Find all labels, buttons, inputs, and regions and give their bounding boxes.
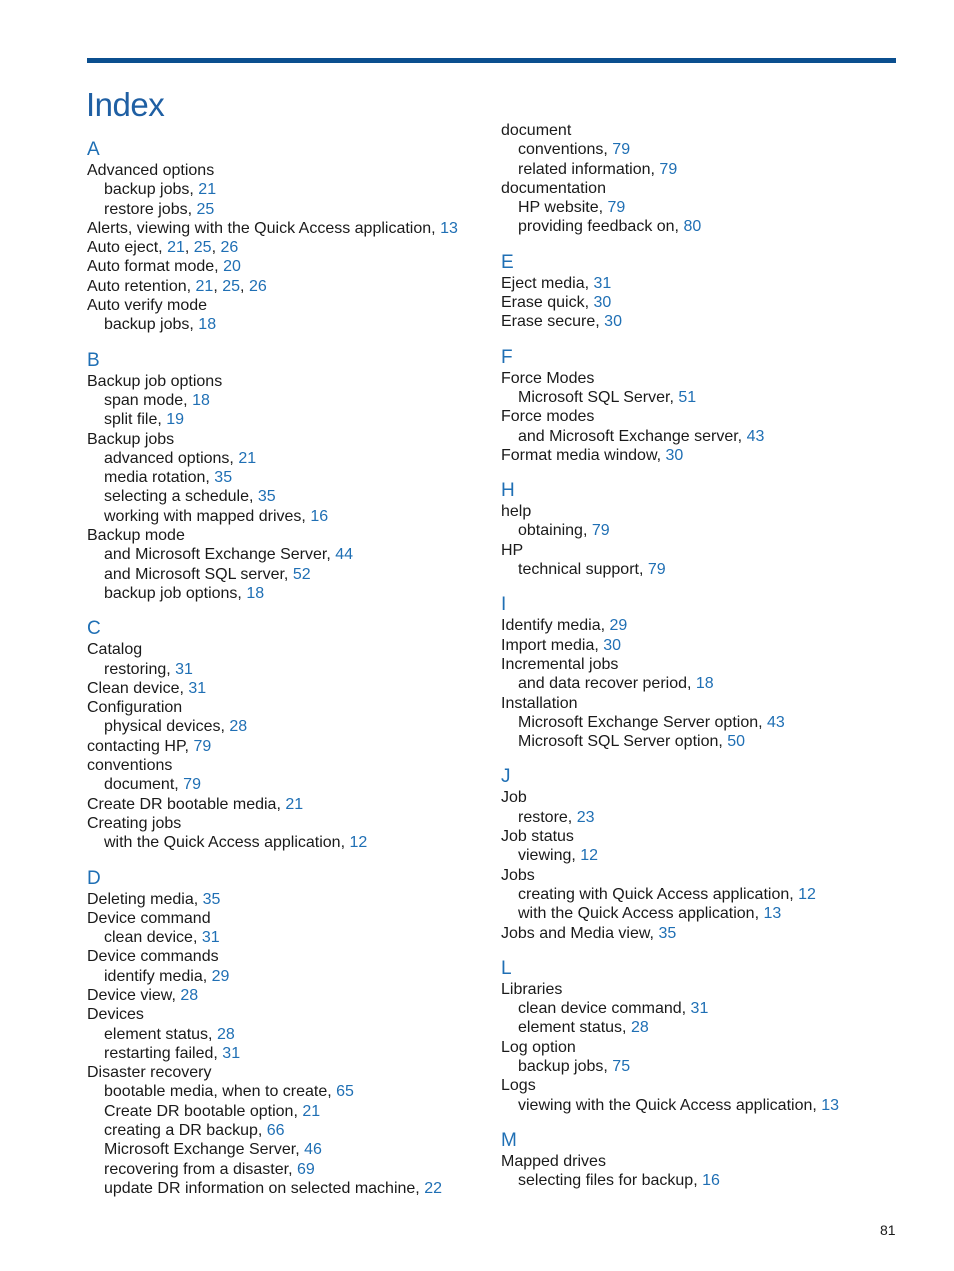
entry-text: Device view, — [87, 986, 176, 1004]
entry-text: Microsoft Exchange Server, — [104, 1141, 300, 1159]
page-reference-link[interactable]: 26 — [248, 277, 267, 295]
entry-text: HP website, — [518, 199, 604, 217]
index-subentry — [87, 928, 507, 947]
entry-text: Advanced options — [87, 162, 215, 179]
index-entry — [87, 909, 507, 928]
page-reference-link[interactable]: 21 — [198, 181, 217, 199]
page-reference-link[interactable]: 25 — [196, 200, 215, 218]
index-subentry — [501, 1096, 921, 1115]
page-reference-link[interactable]: 21 — [238, 449, 257, 467]
entry-text: span mode, — [104, 391, 188, 409]
index-subentry — [87, 410, 507, 429]
page-reference-link[interactable]: 28 — [229, 718, 248, 736]
index-entry — [87, 890, 507, 909]
entry-text: Identify media, — [501, 617, 606, 635]
entry-text: technical support, — [518, 561, 644, 579]
index-subentry — [501, 808, 921, 827]
entry-text: Disaster recovery — [87, 1064, 212, 1082]
entry-text: creating with Quick Access application, — [518, 885, 794, 903]
page-reference-link[interactable]: 12 — [349, 834, 368, 852]
entry-text: Microsoft Exchange Server option, — [518, 713, 763, 731]
index-subentry — [87, 391, 507, 410]
section-gap — [501, 332, 921, 347]
page-reference-link[interactable]: 66 — [266, 1122, 285, 1140]
index-section — [501, 252, 921, 332]
index-section — [501, 766, 921, 942]
page-reference-link[interactable]: 52 — [292, 565, 311, 583]
page-reference-link[interactable]: 44 — [335, 546, 354, 564]
index-subentry — [87, 180, 507, 199]
index-section — [501, 1130, 921, 1191]
index-subentry — [87, 584, 507, 603]
page-reference-link[interactable]: 79 — [647, 561, 666, 579]
entry-text: Device commands — [87, 948, 219, 966]
entry-text: Creating jobs — [87, 814, 182, 832]
index-subentry — [501, 217, 921, 236]
entry-text: and Microsoft Exchange server, — [518, 427, 743, 445]
page-reference-link[interactable]: 31 — [188, 679, 207, 697]
index-entry — [501, 866, 921, 885]
section-gap — [501, 465, 921, 480]
entry-text: and data recover period, — [518, 675, 692, 693]
index-section — [501, 594, 921, 751]
entry-text: Auto retention, — [87, 277, 192, 295]
index-entry — [501, 312, 921, 331]
entry-text: Clean device, — [87, 679, 184, 697]
entry-text: Create DR bootable option, — [104, 1102, 298, 1120]
section-gap — [501, 1115, 921, 1130]
section-gap — [87, 603, 507, 618]
page-reference-link[interactable]: 16 — [702, 1172, 720, 1190]
entry-text: Deleting media, — [87, 890, 199, 908]
entry-text: working with mapped drives, — [104, 507, 306, 525]
page-reference-link[interactable]: 43 — [767, 713, 785, 731]
entry-text: Incremental jobs — [501, 655, 619, 673]
page-reference-link[interactable]: 31 — [201, 929, 220, 947]
entry-text: document, — [104, 776, 179, 794]
page-reference-link[interactable]: 79 — [183, 776, 201, 794]
page-reference-link[interactable]: 31 — [222, 1044, 241, 1062]
index-entry — [87, 296, 507, 315]
index-entry — [87, 430, 507, 449]
section-letter: A — [87, 139, 100, 160]
index-entry — [501, 369, 921, 388]
page-reference-link[interactable]: 20 — [223, 258, 241, 276]
page-reference-link[interactable]: 28 — [216, 1025, 235, 1043]
page-title: Index — [86, 86, 165, 124]
index-subentry — [87, 775, 507, 794]
entry-text: backup job options, — [104, 584, 242, 602]
index-column-right — [501, 121, 921, 1190]
page-reference-link[interactable]: 13 — [821, 1096, 840, 1114]
entry-text: Alerts, viewing with the Quick Access application, — [87, 219, 436, 237]
section-gap — [87, 335, 507, 350]
index-entry — [87, 795, 507, 814]
section-letter: D — [87, 867, 101, 889]
index-section — [501, 958, 921, 1115]
entry-text: Format media window, — [501, 446, 662, 464]
index-entry — [501, 655, 921, 674]
index-subentry — [87, 1044, 507, 1063]
page-reference-link[interactable]: 65 — [336, 1083, 354, 1101]
index-entry — [501, 788, 921, 807]
page-reference-link[interactable]: 21 — [167, 239, 185, 257]
entry-text: restoring, — [104, 660, 171, 678]
page-reference-link[interactable]: 31 — [593, 274, 612, 292]
entry-text: documentation — [501, 179, 606, 197]
page-reference-link[interactable]: 79 — [659, 160, 678, 178]
index-entry: Auto retention, 21, 25, 26 — [87, 277, 267, 295]
entry-text: Auto eject, — [87, 239, 163, 257]
section-letter: J — [501, 766, 511, 788]
entry-text: backup jobs, — [104, 316, 194, 334]
page-reference-link[interactable]: 22 — [424, 1179, 442, 1197]
section-letter: E — [501, 251, 514, 273]
index-entry — [501, 274, 921, 293]
entry-text: conventions — [87, 757, 173, 775]
entry-text: recovering from a disaster, — [104, 1160, 293, 1178]
page-reference-link[interactable]: 31 — [690, 1000, 709, 1018]
entry-text: obtaining, — [518, 522, 588, 540]
page-reference-link[interactable]: 29 — [609, 617, 628, 635]
header-rule — [87, 58, 896, 63]
page-reference-link[interactable]: 18 — [198, 316, 217, 334]
page-reference-link[interactable]: 12 — [580, 847, 599, 865]
entry-text: Force Modes — [501, 369, 595, 387]
index-subentry — [87, 565, 507, 584]
page-reference-link[interactable]: 25 — [222, 277, 241, 295]
index-subentry — [501, 1171, 921, 1190]
page-reference-link[interactable]: 25 — [193, 239, 212, 257]
index-entry — [501, 980, 921, 999]
entry-text: physical devices, — [104, 718, 225, 736]
page-reference-link[interactable]: 18 — [695, 675, 714, 693]
index-subentry — [87, 717, 507, 736]
index-entry — [501, 1038, 921, 1057]
index-subentry — [501, 388, 921, 407]
index-subentry — [501, 1057, 921, 1076]
index-subentry — [501, 846, 921, 865]
index-subentry — [87, 1025, 507, 1044]
page-reference-link[interactable]: 30 — [665, 446, 684, 464]
index-entry — [501, 502, 921, 521]
index-entry — [87, 161, 507, 180]
entry-text: clean device, — [104, 929, 198, 947]
entry-text: Auto format mode, — [87, 258, 219, 276]
index-entry — [87, 679, 507, 698]
entry-text: clean device command, — [518, 1000, 687, 1018]
entry-text: HP — [501, 541, 524, 559]
page-reference-link[interactable]: 79 — [612, 141, 631, 159]
section-letter: C — [87, 618, 101, 640]
entry-text: Backup jobs — [87, 430, 175, 448]
page-reference-link[interactable]: 30 — [604, 313, 622, 331]
section-gap — [501, 237, 921, 252]
entry-text: Configuration — [87, 699, 183, 717]
index-entry — [87, 737, 507, 756]
page-reference-link[interactable]: 79 — [591, 522, 610, 540]
entry-text: element status, — [518, 1019, 627, 1037]
entry-text: Catalog — [87, 641, 143, 659]
index-subentry — [87, 468, 507, 487]
entry-text: Devices — [87, 1006, 144, 1024]
entry-text: update DR information on selected machine, — [104, 1179, 420, 1197]
index-subentry — [87, 1140, 507, 1159]
index-subentry — [501, 160, 921, 179]
index-subentry — [87, 1102, 507, 1121]
index-subentry — [501, 198, 921, 217]
index-entry — [87, 372, 507, 391]
page-reference-link[interactable]: 21 — [285, 795, 304, 813]
index-subentry — [501, 427, 921, 446]
entry-text: Libraries — [501, 980, 563, 998]
page-reference-link[interactable]: 28 — [180, 986, 199, 1004]
entry-text: and Microsoft Exchange Server, — [104, 546, 331, 564]
index-subentry — [87, 315, 507, 334]
index-subentry — [87, 660, 507, 679]
entry-text: Backup job options — [87, 372, 223, 390]
index-entry — [501, 121, 921, 140]
index-entry — [501, 694, 921, 713]
index-subentry — [87, 545, 507, 564]
section-letter: B — [87, 349, 100, 371]
index-subentry — [501, 904, 921, 923]
entry-text: restore, — [518, 808, 573, 826]
entry-text: Force modes — [501, 408, 595, 426]
page-reference-link[interactable]: 35 — [214, 469, 233, 487]
index-subentry — [87, 1121, 507, 1140]
section-gap — [501, 751, 921, 766]
page-reference-link[interactable]: 35 — [257, 488, 276, 506]
index-entry — [87, 640, 507, 659]
entry-text: element status, — [104, 1025, 213, 1043]
entry-text: viewing, — [518, 847, 576, 865]
entry-text: advanced options, — [104, 449, 234, 467]
index-subentry — [87, 967, 507, 986]
index-subentry — [87, 1082, 507, 1101]
page-reference-link[interactable]: 28 — [630, 1019, 649, 1037]
index-subentry — [87, 507, 507, 526]
page-reference-link[interactable]: 35 — [658, 924, 677, 942]
index-entry — [501, 179, 921, 198]
index-subentry — [87, 1179, 507, 1198]
index-subentry — [501, 140, 921, 159]
entry-text: Jobs and Media view, — [501, 924, 654, 942]
section-gap — [501, 943, 921, 958]
page-reference-link[interactable]: 18 — [192, 391, 210, 409]
index-subentry — [87, 449, 507, 468]
entry-text: conventions, — [518, 141, 608, 159]
index-entry — [87, 257, 507, 276]
entry-text: providing feedback on, — [518, 218, 679, 236]
page-reference-link[interactable]: 80 — [683, 218, 702, 236]
page-reference-link[interactable]: 50 — [727, 733, 746, 751]
page-reference-link[interactable]: 13 — [440, 219, 458, 237]
entry-text: selecting a schedule, — [104, 488, 254, 506]
entry-text: creating a DR backup, — [104, 1122, 263, 1140]
page-reference-link[interactable]: 13 — [763, 905, 782, 923]
page-reference-link[interactable]: 30 — [603, 636, 622, 654]
index-entry — [501, 541, 921, 560]
entry-text: Mapped drives — [501, 1152, 606, 1170]
entry-text: Backup mode — [87, 527, 185, 545]
index-entry — [87, 698, 507, 717]
page-reference-link[interactable]: 79 — [193, 737, 212, 755]
entry-text: backup jobs, — [518, 1057, 608, 1075]
index-entry — [87, 1063, 507, 1082]
index-entry — [501, 1152, 921, 1171]
page-reference-link[interactable]: 75 — [612, 1057, 631, 1075]
entry-text: Job status — [501, 828, 574, 846]
entry-text: Logs — [501, 1077, 536, 1095]
section-letter: L — [501, 957, 512, 979]
index-entry — [87, 756, 507, 775]
section-letter: F — [501, 346, 513, 368]
index-entry — [501, 616, 921, 635]
entry-text: split file, — [104, 411, 162, 429]
index-subentry — [501, 560, 921, 579]
page-reference-link[interactable]: 21 — [302, 1102, 321, 1120]
section-letter: I — [501, 594, 507, 616]
entry-text: contacting HP, — [87, 737, 189, 755]
entry-text: and Microsoft SQL server, — [104, 565, 289, 583]
index-section — [87, 350, 507, 604]
page-reference-link[interactable]: 19 — [166, 411, 185, 429]
index-entry — [87, 814, 507, 833]
entry-text: Log option — [501, 1038, 576, 1056]
entry-text: with the Quick Access application, — [518, 905, 760, 923]
section-gap — [501, 579, 921, 594]
entry-text: viewing with the Quick Access application, — [518, 1096, 817, 1114]
page-reference-link[interactable]: 16 — [310, 507, 329, 525]
page-reference-link[interactable]: 26 — [220, 239, 239, 257]
page-number: 81 — [880, 1222, 896, 1238]
entry-text: restore jobs, — [104, 200, 193, 218]
entry-text: Eject media, — [501, 274, 590, 292]
index-entry — [87, 526, 507, 545]
index-entry — [501, 827, 921, 846]
page-reference-link[interactable]: 69 — [296, 1160, 315, 1178]
page-reference-link[interactable]: 30 — [593, 294, 612, 312]
entry-text: restarting failed, — [104, 1044, 218, 1062]
index-subentry — [501, 1018, 921, 1037]
index-entry — [87, 947, 507, 966]
page-reference-link[interactable]: 46 — [304, 1141, 322, 1159]
page-reference-link[interactable]: 43 — [746, 427, 765, 445]
page-reference-link[interactable]: 18 — [246, 584, 265, 602]
index-subentry — [501, 674, 921, 693]
page-reference-link[interactable]: 12 — [798, 885, 816, 903]
index-section — [501, 347, 921, 465]
index-subentry — [87, 200, 507, 219]
index-column-left — [87, 139, 507, 1198]
page-reference-link[interactable]: 21 — [195, 277, 214, 295]
entry-text: identify media, — [104, 967, 208, 985]
index-entry: Auto eject, 21, 25, 26 — [87, 239, 239, 257]
index-section — [87, 618, 507, 852]
index-section — [501, 121, 921, 237]
page-reference-link[interactable]: 51 — [678, 388, 697, 406]
index-subentry — [501, 885, 921, 904]
entry-text: media rotation, — [104, 469, 210, 487]
entry-text: Installation — [501, 694, 578, 712]
index-entry — [501, 1076, 921, 1095]
entry-text: Microsoft SQL Server, — [518, 388, 674, 406]
index-entry — [501, 446, 921, 465]
entry-text: Microsoft SQL Server option, — [518, 733, 723, 751]
section-letter: M — [501, 1129, 517, 1151]
index-subentry — [87, 833, 507, 852]
entry-text: Erase secure, — [501, 313, 600, 331]
index-entry — [501, 407, 921, 426]
entry-text: help — [501, 503, 532, 521]
index-subentry — [501, 999, 921, 1018]
index-entry — [87, 219, 507, 238]
page-reference-link[interactable]: 23 — [576, 808, 595, 826]
entry-text: backup jobs, — [104, 181, 194, 199]
index-subentry — [501, 732, 921, 751]
entry-text: Device command — [87, 909, 211, 927]
section-letter: H — [501, 480, 515, 502]
index-section — [87, 139, 507, 335]
entry-text: selecting files for backup, — [518, 1172, 698, 1190]
entry-text: Jobs — [501, 866, 535, 884]
entry-text: bootable media, when to create, — [104, 1083, 332, 1101]
page-reference-link[interactable]: 31 — [175, 660, 193, 678]
index-entry — [87, 1005, 507, 1024]
page-reference-link[interactable]: 79 — [607, 199, 626, 217]
index-entry — [87, 986, 507, 1005]
index-section — [87, 868, 507, 1199]
entry-text: Import media, — [501, 636, 599, 654]
index-subentry — [87, 487, 507, 506]
section-gap — [87, 853, 507, 868]
page-reference-link[interactable]: 35 — [202, 890, 221, 908]
index-entry — [501, 293, 921, 312]
entry-text: Auto verify mode — [87, 297, 208, 315]
page-reference-link[interactable]: 29 — [211, 967, 230, 985]
entry-text: Erase quick, — [501, 294, 590, 312]
index-section — [501, 480, 921, 579]
index-entry — [501, 636, 921, 655]
index-subentry — [501, 521, 921, 540]
index-subentry — [87, 1160, 507, 1179]
index-subentry — [501, 713, 921, 732]
entry-text: related information, — [518, 160, 655, 178]
entry-text: Job — [501, 789, 527, 807]
entry-text: Create DR bootable media, — [87, 795, 281, 813]
entry-text: with the Quick Access application, — [104, 834, 346, 852]
entry-text: document — [501, 122, 572, 139]
index-entry — [501, 924, 921, 943]
